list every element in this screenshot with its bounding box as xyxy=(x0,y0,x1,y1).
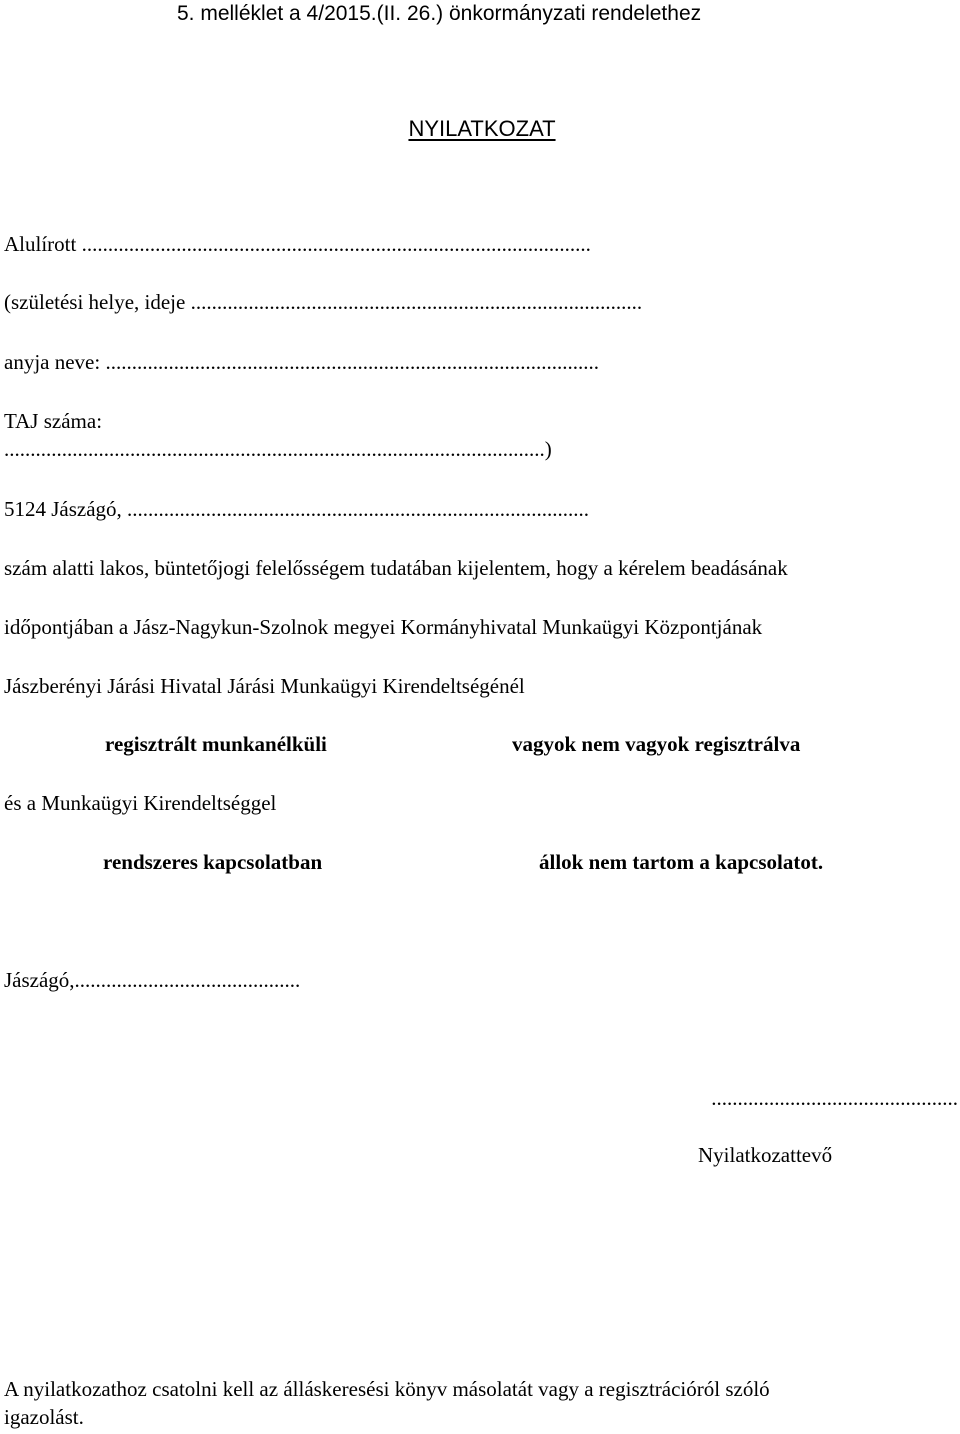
footer-note-line-1: A nyilatkozathoz csatolni kell az álláskeresési könyv másolatát vagy a regisztrációról szóló xyxy=(4,1377,770,1401)
option-registration-status[interactable]: vagyok nem vagyok regisztrálva xyxy=(512,732,801,756)
undersigned-field[interactable]: Alulírott ................................................................................................. xyxy=(4,232,591,256)
option-regular-contact[interactable]: rendszeres kapcsolatban xyxy=(103,850,323,874)
statement-line-3: Jászberényi Járási Hivatal Járási Munkaügyi Kirendeltségénél xyxy=(4,674,525,698)
signer-label: Nyilatkozattevő xyxy=(698,1143,833,1167)
place-date-field[interactable]: Jászágó,........................................... xyxy=(4,968,301,992)
address-field[interactable]: 5124 Jászágó, ........................................................................................ xyxy=(4,497,590,521)
taj-label: TAJ száma: xyxy=(4,409,103,433)
document-title: NYILATKOZAT xyxy=(408,116,556,141)
statement-line-2: időpontjában a Jász-Nagykun-Szolnok megyei Kormányhivatal Munkaügyi Központjának xyxy=(4,615,763,639)
option-registered[interactable]: regisztrált munkanélküli xyxy=(105,732,327,756)
signature-line[interactable]: ............................................... xyxy=(711,1086,958,1110)
option-contact-status[interactable]: állok nem tartom a kapcsolatot. xyxy=(539,850,824,874)
footer-note-line-2: igazolást. xyxy=(4,1405,84,1429)
birth-field[interactable]: (születési helye, ideje ...................................................................................... xyxy=(4,290,643,314)
annex-reference: 5. melléklet a 4/2015.(II. 26.) önkormányzati rendelethez xyxy=(177,2,702,25)
contact-intro: és a Munkaügyi Kirendeltséggel xyxy=(4,791,277,815)
taj-field[interactable]: .......................................................................................................) xyxy=(4,437,552,461)
mother-name-field[interactable]: anyja neve: .............................................................................................. xyxy=(4,350,599,374)
statement-line-1: szám alatti lakos, büntetőjogi felelősségem tudatában kijelentem, hogy a kérelem beadásának xyxy=(4,556,788,580)
